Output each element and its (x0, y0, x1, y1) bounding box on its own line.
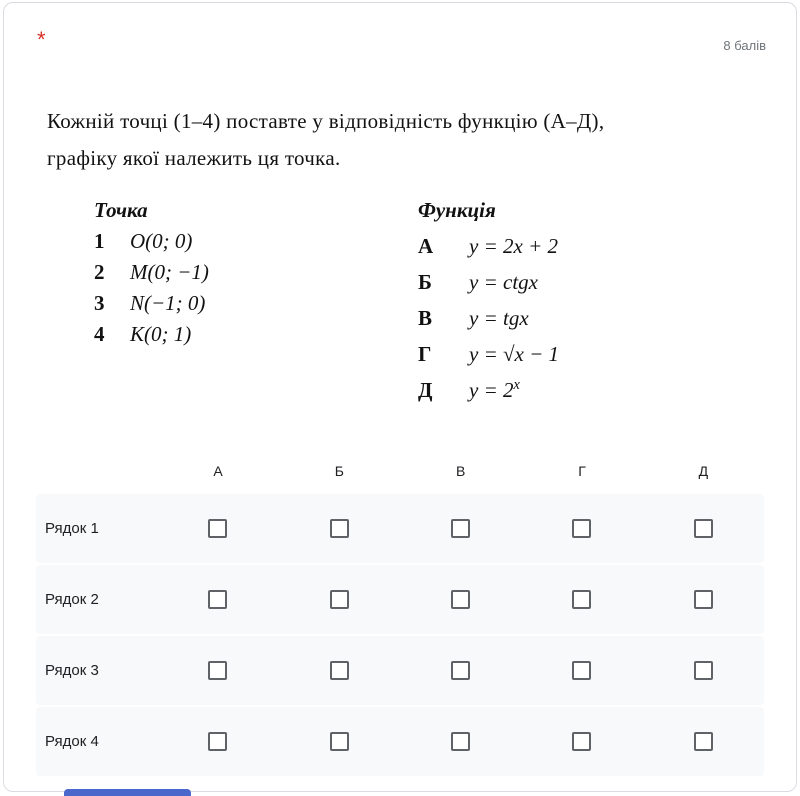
grid-cell (157, 519, 278, 538)
checkbox-row4-col3[interactable] (451, 732, 470, 751)
checkbox-row1-col5[interactable] (694, 519, 713, 538)
grid-row-label: Рядок 3 (45, 662, 99, 679)
point-number: 1 (94, 229, 105, 253)
card-header (4, 3, 796, 51)
function-letter: В (418, 306, 433, 330)
checkbox-row1-col2[interactable] (330, 519, 349, 538)
point-item (94, 226, 418, 257)
grid-cell (643, 590, 764, 609)
grid-column-header-d: Д (698, 463, 709, 479)
problem-columns (47, 195, 796, 406)
grid-column-header-g: Г (578, 463, 586, 479)
grid-cell (157, 590, 278, 609)
grid-row-label: Рядок 4 (45, 733, 99, 750)
required-asterisk: * (37, 27, 46, 52)
grid-column-header-v: В (455, 463, 466, 479)
grid-cell (521, 590, 642, 609)
grid-cell (400, 519, 521, 538)
point-value: O(0; 0) (130, 229, 193, 253)
checkbox-row1-col1[interactable] (208, 519, 227, 538)
grid-cell (400, 732, 521, 751)
point-number: 3 (94, 291, 105, 315)
function-letter: Д (418, 378, 433, 402)
grid-column-header-a: А (213, 463, 223, 479)
checkbox-row2-col5[interactable] (694, 590, 713, 609)
grid-cell (400, 590, 521, 609)
checkbox-row4-col4[interactable] (572, 732, 591, 751)
grid-column-header-b: Б (334, 463, 344, 479)
grid-cell (279, 732, 400, 751)
grid-cell (279, 661, 400, 680)
function-item (418, 370, 559, 406)
grid-cell (643, 519, 764, 538)
function-formula: y = ctgx (469, 270, 538, 294)
grid-cell (521, 661, 642, 680)
grid-row-1 (36, 494, 764, 563)
checkbox-row1-col4[interactable] (572, 519, 591, 538)
point-value: K(0; 1) (130, 322, 192, 346)
point-item (94, 288, 418, 319)
grid-header-row (36, 448, 764, 494)
point-number: 2 (94, 260, 105, 284)
function-exponent: x (513, 377, 520, 393)
grid-cell (643, 732, 764, 751)
points-column (94, 195, 418, 406)
grid-cell (521, 519, 642, 538)
point-value: N(−1; 0) (130, 291, 206, 315)
question-text-line1: Кожній точці (1–4) поставте у відповідність функцію (А–Д), (47, 109, 605, 133)
checkbox-row2-col2[interactable] (330, 590, 349, 609)
grid-row-label: Рядок 1 (45, 520, 99, 537)
checkbox-row4-col5[interactable] (694, 732, 713, 751)
checkbox-row3-col2[interactable] (330, 661, 349, 680)
next-element-edge[interactable] (64, 789, 191, 796)
grid-cell (400, 661, 521, 680)
functions-column-header: Функція (418, 198, 496, 222)
grid-row-label: Рядок 2 (45, 591, 99, 608)
checkbox-row4-col2[interactable] (330, 732, 349, 751)
function-formula: y = tgx (469, 306, 529, 330)
grid-cell (643, 661, 764, 680)
grid-cell (157, 661, 278, 680)
point-number: 4 (94, 322, 105, 346)
grid-row-4 (36, 707, 764, 776)
grid-cell (279, 519, 400, 538)
grid-cell (157, 732, 278, 751)
points-badge: 8 балів (723, 38, 766, 53)
checkbox-row3-col4[interactable] (572, 661, 591, 680)
function-formula: y = 2 (469, 378, 514, 402)
function-item (418, 298, 559, 334)
checkbox-row2-col3[interactable] (451, 590, 470, 609)
checkbox-row2-col1[interactable] (208, 590, 227, 609)
question-card (3, 2, 797, 792)
points-column-header: Точка (94, 198, 148, 222)
checkbox-row1-col3[interactable] (451, 519, 470, 538)
grid-cell (521, 732, 642, 751)
function-formula: y = √x − 1 (469, 342, 560, 366)
checkbox-row4-col1[interactable] (208, 732, 227, 751)
function-item (418, 262, 559, 298)
function-letter: Б (418, 270, 432, 294)
grid-cell (279, 590, 400, 609)
grid-row-3 (36, 636, 764, 705)
checkbox-row3-col3[interactable] (451, 661, 470, 680)
checkbox-row2-col4[interactable] (572, 590, 591, 609)
function-formula: y = 2x + 2 (469, 234, 558, 258)
function-item (418, 334, 559, 370)
problem-image (4, 51, 796, 406)
point-item (94, 257, 418, 288)
question-text-line2: графіку якої належить ця точка. (47, 146, 341, 170)
grid-row-2 (36, 565, 764, 634)
checkbox-row3-col5[interactable] (694, 661, 713, 680)
function-letter: Г (418, 342, 432, 366)
function-item (418, 226, 559, 262)
function-letter: А (418, 234, 434, 258)
functions-column (418, 195, 559, 406)
checkbox-grid (36, 448, 764, 776)
point-item (94, 319, 418, 350)
checkbox-row3-col1[interactable] (208, 661, 227, 680)
point-value: M(0; −1) (130, 260, 209, 284)
